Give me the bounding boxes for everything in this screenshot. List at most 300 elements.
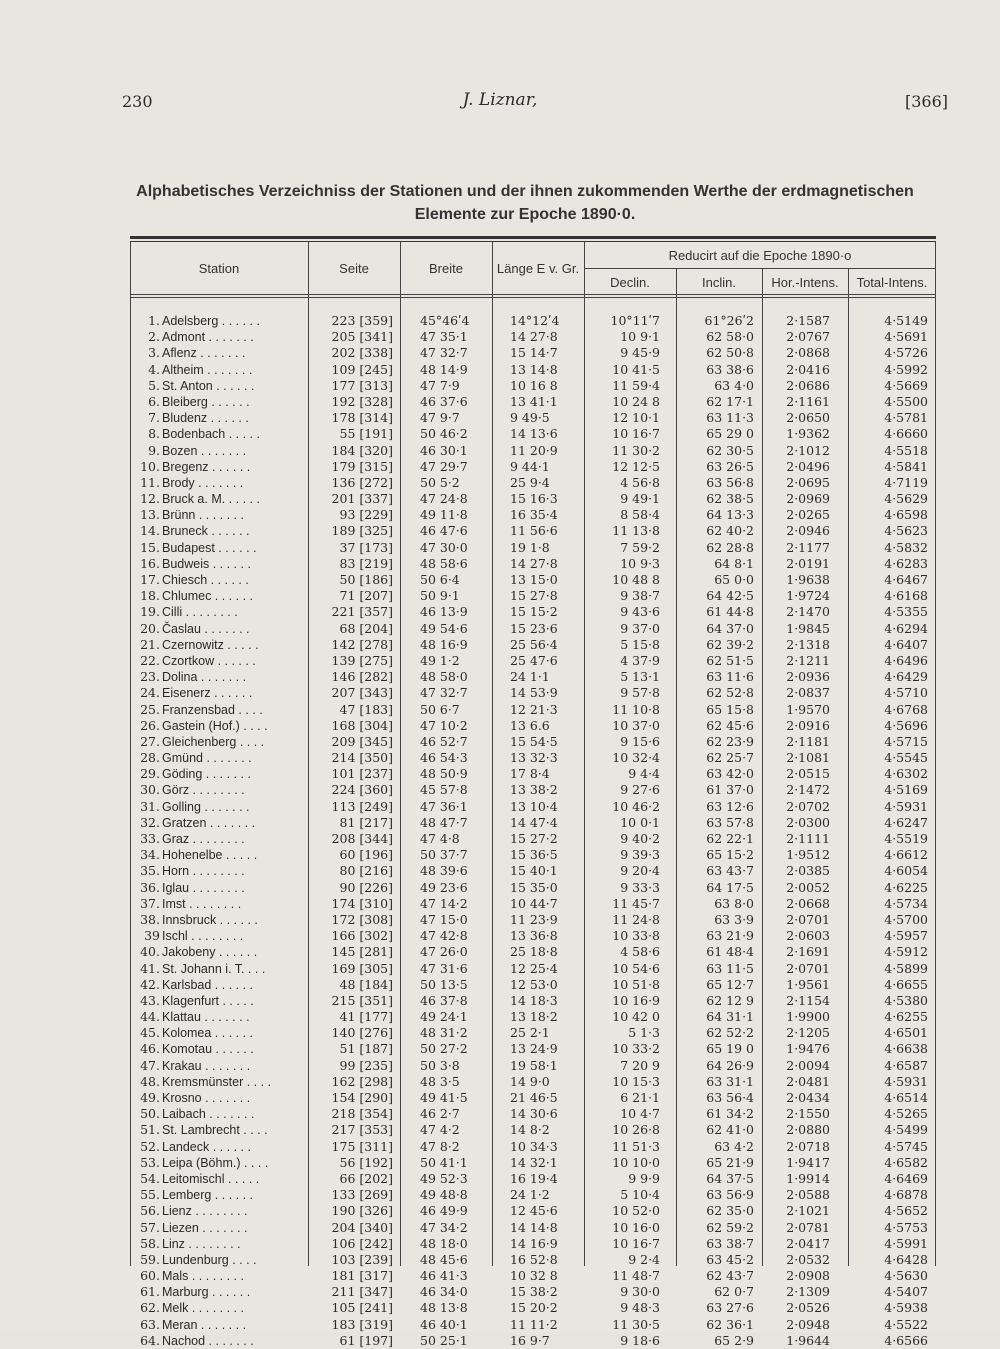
table-row [130, 443, 936, 459]
hor-intens-cell: 2·0695 [786, 474, 830, 490]
total-intens-cell: 4·6469 [884, 1170, 928, 1186]
table-row [130, 944, 936, 960]
breite-cell: 47 14·2 [420, 895, 468, 911]
inclin-cell: 62 41·0 [706, 1122, 754, 1138]
hor-intens-cell: 2·1309 [786, 1284, 830, 1300]
total-intens-cell: 4·6878 [884, 1187, 928, 1203]
declin-cell: 10 0·1 [620, 814, 660, 830]
inclin-cell: 62 0·7 [714, 1284, 754, 1300]
col-header-inclin: Inclin. [702, 275, 736, 290]
hor-intens-cell: 2·1111 [786, 831, 830, 846]
row-number: 61. [140, 1284, 160, 1300]
laenge-cell: 15 35·0 [510, 879, 558, 895]
seite-cell: 179 [315] [331, 458, 393, 474]
seite-cell: 139 [275] [331, 652, 393, 668]
seite-cell: 175 [311] [331, 1138, 393, 1154]
seite-cell: 60 [196] [339, 847, 393, 863]
seite-cell: 209 [345] [331, 733, 393, 749]
total-intens-cell: 4·5652 [884, 1203, 928, 1219]
total-intens-cell: 4·5169 [884, 782, 928, 798]
hor-intens-cell: 2·1177 [786, 539, 830, 555]
breite-cell: 50 9·1 [420, 588, 460, 604]
table-row [130, 782, 936, 798]
table-row [130, 475, 936, 491]
total-intens-cell: 4·6501 [884, 1025, 928, 1041]
declin-cell: 8 58·4 [620, 507, 660, 523]
declin-cell: 9 45·9 [620, 345, 660, 361]
seite-cell: 162 [298] [331, 1073, 393, 1089]
total-intens-cell: 4·5519 [884, 831, 928, 846]
station-name: Kolomea . . . . . . [162, 1026, 254, 1041]
inclin-cell: 63 56·8 [706, 474, 754, 490]
station-name: Ischl . . . . . . . . [162, 929, 244, 944]
laenge-cell: 10 32 8 [510, 1268, 558, 1284]
hor-intens-cell: 2·0837 [786, 685, 830, 701]
table-row [130, 1317, 936, 1333]
laenge-cell: 21 46·5 [510, 1090, 558, 1105]
table-row [130, 345, 936, 361]
declin-cell: 12 12·5 [612, 458, 660, 474]
station-name: Leipa (Böhm.) . . . . [162, 1155, 269, 1170]
breite-cell: 47 29·7 [420, 458, 468, 474]
laenge-cell: 14 9·0 [510, 1073, 550, 1089]
hor-intens-cell: 2·1470 [786, 604, 830, 620]
hor-intens-cell: 2·0868 [786, 345, 830, 361]
laenge-cell: 15 27·8 [510, 588, 558, 604]
declin-cell: 5 10·4 [620, 1187, 660, 1203]
station-name: Krosno . . . . . . . [162, 1091, 251, 1105]
total-intens-cell: 4·6054 [884, 863, 928, 879]
station-name: Horn . . . . . . . . [162, 864, 245, 879]
laenge-cell: 15 23·6 [510, 620, 558, 636]
hor-intens-cell: 2·1587 [786, 313, 830, 328]
table-row [130, 1009, 936, 1025]
laenge-cell: 12 45·6 [510, 1203, 558, 1219]
total-intens-cell: 4·6660 [884, 426, 928, 442]
station-name: Bregenz . . . . . . [162, 459, 251, 474]
hor-intens-cell: 2·0936 [786, 669, 830, 685]
seite-cell: 106 [242] [331, 1235, 393, 1251]
breite-cell: 47 7·9 [420, 377, 460, 393]
table-row [130, 507, 936, 523]
hor-intens-cell: 2·0946 [786, 523, 830, 539]
hor-intens-cell: 2·0265 [786, 507, 830, 523]
total-intens-cell: 4·6225 [884, 879, 928, 895]
inclin-cell: 61 34·2 [706, 1106, 754, 1122]
hor-intens-cell: 2·0191 [786, 555, 830, 571]
inclin-cell: 62 38·5 [706, 491, 754, 507]
hor-intens-cell: 2·1154 [786, 992, 830, 1008]
declin-cell: 11 48·7 [612, 1268, 660, 1284]
breite-cell: 48 45·6 [420, 1251, 468, 1267]
running-author: J. Liznar, [462, 90, 538, 110]
total-intens-cell: 4·5938 [884, 1300, 928, 1316]
station-name: Chiesch . . . . . . [162, 573, 249, 587]
total-intens-cell: 4·5696 [884, 717, 928, 733]
total-intens-cell: 4·5734 [884, 895, 928, 911]
declin-cell: 10 32·4 [612, 750, 660, 766]
seite-cell: 56 [192] [339, 1154, 393, 1170]
row-number: 35. [140, 863, 160, 879]
seite-cell: 48 [184] [339, 976, 393, 992]
total-intens-cell: 4·6612 [884, 847, 928, 863]
seite-cell: 51 [187] [339, 1041, 393, 1057]
hor-intens-cell: 2·0094 [786, 1057, 830, 1073]
station-name: Bozen . . . . . . . [162, 443, 247, 458]
laenge-cell: 14 30·6 [510, 1106, 558, 1122]
station-name: Mals . . . . . . . . [162, 1269, 244, 1284]
row-number: 31. [140, 798, 160, 814]
seite-cell: 41 [177] [339, 1009, 393, 1025]
inclin-cell: 61°26ʹ2 [704, 313, 754, 328]
breite-cell: 47 8·2 [420, 1138, 460, 1154]
table-row [130, 604, 936, 620]
breite-cell: 46 41·3 [420, 1268, 468, 1284]
seite-cell: 71 [207] [339, 588, 393, 604]
hor-intens-cell: 2·0052 [786, 879, 830, 895]
hor-intens-cell: 2·0916 [786, 717, 830, 733]
breite-cell: 49 41·5 [420, 1090, 468, 1105]
seite-cell: 101 [237] [331, 766, 393, 782]
total-intens-cell: 4·5499 [884, 1122, 928, 1138]
table-row [130, 491, 936, 507]
inclin-cell: 65 2·9 [714, 1332, 754, 1348]
seite-cell: 47 [183] [339, 701, 393, 717]
row-number: 30. [140, 782, 160, 798]
total-intens-cell: 4·5832 [884, 539, 928, 555]
row-number: 8. [148, 426, 160, 442]
title-line-2: Elemente zur Epoche 1890·0. [414, 206, 636, 223]
laenge-cell: 15 20·2 [510, 1300, 558, 1316]
station-name: Linz . . . . . . . . [162, 1236, 241, 1251]
declin-cell: 10 42 0 [612, 1009, 660, 1025]
breite-cell: 48 39·6 [420, 863, 468, 879]
total-intens-cell: 4·5380 [884, 992, 928, 1008]
breite-cell: 46 37·6 [420, 393, 468, 409]
station-name: Lienz . . . . . . . . [162, 1204, 248, 1219]
declin-cell: 9 20·4 [620, 863, 660, 879]
declin-cell: 10 15·3 [612, 1073, 660, 1089]
breite-cell: 46 13·9 [420, 604, 468, 620]
row-number: 27. [140, 733, 160, 749]
station-name: Altheim . . . . . . . [162, 362, 253, 377]
row-number: 20. [140, 620, 160, 636]
station-name: Czernowitz . . . . . [162, 637, 259, 652]
breite-cell: 46 54·3 [420, 750, 468, 766]
hor-intens-cell: 1·9362 [786, 426, 830, 442]
inclin-cell: 63 31·1 [706, 1073, 754, 1089]
total-intens-cell: 4·6407 [884, 636, 928, 652]
laenge-cell: 10 16 8 [510, 377, 558, 393]
laenge-cell: 25 2·1 [510, 1025, 550, 1041]
station-name: Budapest . . . . . . [162, 540, 257, 555]
table-row [130, 459, 936, 475]
declin-cell: 10 16·0 [612, 1219, 660, 1235]
total-intens-cell: 4·5912 [884, 944, 928, 960]
laenge-cell: 19 58·1 [510, 1057, 558, 1073]
hor-intens-cell: 2·0496 [786, 458, 830, 474]
declin-cell: 9 27·6 [620, 782, 660, 798]
inclin-cell: 65 19 0 [706, 1041, 754, 1057]
table-row [130, 1236, 936, 1252]
declin-cell: 9 15·6 [620, 733, 660, 749]
row-number: 1. [148, 313, 160, 328]
declin-cell: 9 37·0 [620, 620, 660, 636]
row-number: 23. [140, 669, 160, 685]
station-name: Lemberg . . . . . . [162, 1188, 254, 1203]
table-row [130, 977, 936, 993]
breite-cell: 48 47·7 [420, 814, 468, 830]
breite-cell: 46 30·1 [420, 442, 468, 458]
seite-cell: 105 [241] [331, 1300, 393, 1316]
total-intens-cell: 4·6283 [884, 555, 928, 571]
table-row [130, 426, 936, 442]
row-number: 34. [140, 847, 160, 863]
declin-cell: 11 10·8 [612, 701, 660, 717]
breite-cell: 49 48·8 [420, 1187, 468, 1203]
station-name: Görz . . . . . . . . [162, 783, 245, 798]
inclin-cell: 63 26·5 [706, 458, 754, 474]
hor-intens-cell: 2·1081 [786, 750, 830, 766]
laenge-cell: 12 21·3 [510, 701, 558, 717]
hor-intens-cell: 1·9417 [786, 1154, 830, 1170]
total-intens-cell: 4·5992 [884, 361, 928, 377]
hor-intens-cell: 2·1012 [786, 442, 830, 458]
inclin-cell: 63 12·6 [706, 798, 754, 814]
row-number: 9. [148, 442, 160, 458]
hor-intens-cell: 2·0481 [786, 1073, 830, 1089]
seite-cell: 208 [344] [331, 831, 393, 846]
breite-cell: 47 30·0 [420, 539, 468, 555]
seite-cell: 204 [340] [331, 1219, 393, 1235]
hor-intens-cell: 2·0416 [786, 361, 830, 377]
seite-cell: 181 [317] [331, 1268, 393, 1284]
laenge-cell: 11 11·2 [510, 1316, 558, 1332]
row-number: 22. [140, 652, 160, 668]
inclin-cell: 64 37·0 [706, 620, 754, 636]
station-name: Innsbruck . . . . . . [162, 912, 258, 927]
laenge-cell: 25 47·6 [510, 652, 558, 668]
hor-intens-cell: 2·0300 [786, 814, 830, 830]
breite-cell: 50 27·2 [420, 1041, 468, 1057]
breite-cell: 47 15·0 [420, 911, 468, 927]
inclin-cell: 61 48·4 [706, 944, 754, 960]
table-row [130, 410, 936, 426]
hor-intens-cell: 2·0385 [786, 863, 830, 879]
laenge-cell: 13 15·0 [510, 572, 558, 587]
declin-cell: 10 16·9 [612, 992, 660, 1008]
hor-intens-cell: 2·0781 [786, 1219, 830, 1235]
laenge-cell: 10 34·3 [510, 1138, 558, 1154]
station-name: Gastein (Hof.) . . . . [162, 718, 268, 733]
seite-cell: 168 [304] [331, 717, 393, 733]
table-row [130, 1155, 936, 1171]
hor-intens-cell: 2·0588 [786, 1187, 830, 1203]
station-name: Krakau . . . . . . . [162, 1058, 251, 1073]
total-intens-cell: 4·5781 [884, 410, 928, 426]
inclin-cell: 64 31·1 [706, 1009, 754, 1025]
declin-cell: 11 30·2 [612, 442, 660, 458]
header-bottom-rule-2 [130, 297, 936, 298]
inclin-cell: 63 21·9 [706, 928, 754, 944]
station-name: Jakobeny . . . . . . [162, 945, 258, 960]
seite-cell: 215 [351] [331, 992, 393, 1008]
row-number: 18. [140, 588, 160, 604]
declin-cell: 5 13·1 [620, 669, 660, 685]
declin-cell: 11 13·8 [612, 523, 660, 539]
breite-cell: 50 13·5 [420, 976, 468, 992]
total-intens-cell: 4·5500 [884, 393, 928, 409]
declin-cell: 10 26·8 [612, 1122, 660, 1138]
declin-cell: 10 9·3 [620, 555, 660, 571]
row-number: 2. [148, 329, 160, 345]
seite-cell: 109 [245] [331, 361, 393, 377]
hor-intens-cell: 2·0650 [786, 410, 830, 426]
total-intens-cell: 4·6768 [884, 701, 928, 717]
inclin-cell: 65 0·0 [714, 572, 754, 587]
inclin-cell: 62 30·5 [706, 442, 754, 458]
laenge-cell: 13 41·1 [510, 393, 558, 409]
row-number: 57. [140, 1219, 160, 1235]
laenge-cell: 13 6.6 [510, 717, 550, 733]
hor-intens-cell: 2·1161 [786, 393, 830, 409]
inclin-cell: 62 28·8 [706, 539, 754, 555]
breite-cell: 49 54·6 [420, 620, 468, 636]
row-number: 25. [140, 701, 160, 717]
declin-cell: 11 45·7 [612, 895, 660, 911]
laenge-cell: 16 52·8 [510, 1251, 558, 1267]
inclin-cell: 63 4·2 [714, 1138, 754, 1154]
page-number: 230 [122, 92, 153, 111]
table-row [130, 1074, 936, 1090]
seite-cell: 140 [276] [331, 1025, 393, 1041]
inclin-cell: 63 8·0 [714, 895, 754, 911]
table-row [130, 1139, 936, 1155]
row-number: 63. [140, 1316, 160, 1332]
station-name: Brody . . . . . . . [162, 475, 244, 490]
laenge-cell: 9 44·1 [510, 458, 550, 474]
station-name: Dolina . . . . . . . [162, 670, 247, 685]
hor-intens-cell: 1·9512 [786, 847, 830, 863]
laenge-cell: 10 44·7 [510, 895, 558, 911]
laenge-cell: 17 8·4 [510, 766, 550, 782]
row-number: 24. [140, 685, 160, 701]
station-name: Gratzen . . . . . . . [162, 815, 256, 830]
table-row [130, 1300, 936, 1316]
declin-cell: 7 59·2 [620, 539, 660, 555]
station-name: Iglau . . . . . . . . [162, 880, 245, 895]
declin-cell: 11 51·3 [612, 1138, 660, 1154]
inclin-cell: 65 15·2 [706, 847, 754, 863]
station-name: Gleichenberg . . . . [162, 734, 265, 749]
title-line-1: Alphabetisches Verzeichniss der Stationen und der ihnen zukommenden Werthe der erdmagnetischen [136, 183, 914, 200]
table-row [130, 1058, 936, 1074]
row-number: 21. [140, 636, 160, 652]
seite-cell: 169 [305] [331, 960, 393, 976]
station-name: Hohenelbe . . . . . [162, 848, 258, 863]
total-intens-cell: 4·6247 [884, 814, 928, 830]
breite-cell: 47 35·1 [420, 329, 468, 345]
laenge-cell: 14 14·8 [510, 1219, 558, 1235]
total-intens-cell: 4·5355 [884, 604, 928, 620]
row-number: 58. [140, 1235, 160, 1251]
station-name: Budweis . . . . . . [162, 556, 251, 571]
hor-intens-cell: 2·0701 [786, 960, 830, 976]
laenge-cell: 14 47·4 [510, 814, 558, 830]
table-row [130, 766, 936, 782]
seite-cell: 218 [354] [331, 1106, 393, 1122]
inclin-cell: 62 52·2 [706, 1025, 754, 1041]
declin-cell: 5 15·8 [620, 636, 660, 652]
station-name: Golling . . . . . . . [162, 799, 250, 814]
seite-cell: 202 [338] [331, 345, 393, 361]
total-intens-cell: 4·6638 [884, 1041, 928, 1057]
declin-cell: 9 18·6 [620, 1332, 660, 1348]
inclin-cell: 62 35·0 [706, 1203, 754, 1219]
row-number: 19. [140, 604, 160, 620]
breite-cell: 50 6·7 [420, 701, 460, 717]
total-intens-cell: 4·6587 [884, 1057, 928, 1073]
table-row [130, 540, 936, 556]
total-intens-cell: 4·6294 [884, 620, 928, 636]
breite-cell: 47 26·0 [420, 944, 468, 960]
station-name: Graz . . . . . . . . [162, 832, 245, 846]
laenge-cell: 15 40·1 [510, 863, 558, 879]
total-intens-cell: 4·7119 [884, 474, 928, 490]
table-row [130, 1122, 936, 1138]
declin-cell: 10 41·5 [612, 361, 660, 377]
hor-intens-cell: 2·0948 [786, 1316, 830, 1332]
total-intens-cell: 4·5931 [884, 798, 928, 814]
laenge-cell: 13 24·9 [510, 1041, 558, 1057]
seite-cell: 37 [173] [339, 539, 393, 555]
station-name: Bludenz . . . . . . [162, 411, 249, 426]
row-number: 15. [140, 539, 160, 555]
seite-cell: 81 [217] [339, 814, 393, 830]
row-number: 52. [140, 1138, 160, 1154]
row-number: 46. [140, 1041, 160, 1057]
table-row [130, 588, 936, 604]
inclin-cell: 62 39·2 [706, 636, 754, 652]
breite-cell: 46 37·8 [420, 992, 468, 1008]
seite-cell: 66 [202] [339, 1170, 393, 1186]
inclin-cell: 63 57·8 [706, 814, 754, 830]
inclin-cell: 63 11·6 [706, 669, 754, 685]
declin-cell: 9 48·3 [620, 1300, 660, 1316]
table-row [130, 685, 936, 701]
row-number: 64. [140, 1332, 160, 1348]
bracket-page-number: [366] [904, 92, 948, 111]
declin-cell: 9 33·3 [620, 879, 660, 895]
inclin-cell: 65 15·8 [706, 701, 754, 717]
table-top-rule [130, 236, 936, 239]
table-row [130, 831, 936, 847]
station-name: Lundenburg . . . . [162, 1252, 257, 1267]
inclin-cell: 62 43·7 [706, 1268, 754, 1284]
declin-cell: 10 16·7 [612, 1235, 660, 1251]
inclin-cell: 63 11·5 [706, 960, 754, 976]
table-row [130, 556, 936, 572]
row-number: 6. [148, 393, 160, 409]
hor-intens-cell: 1·9845 [786, 620, 830, 636]
inclin-cell: 62 17·1 [706, 393, 754, 409]
inclin-cell: 62 59·2 [706, 1219, 754, 1235]
total-intens-cell: 4·6655 [884, 976, 928, 992]
table-row [130, 993, 936, 1009]
declin-cell: 10 10·0 [612, 1154, 660, 1170]
table-row [130, 1025, 936, 1041]
seite-cell: 55 [191] [339, 426, 393, 442]
